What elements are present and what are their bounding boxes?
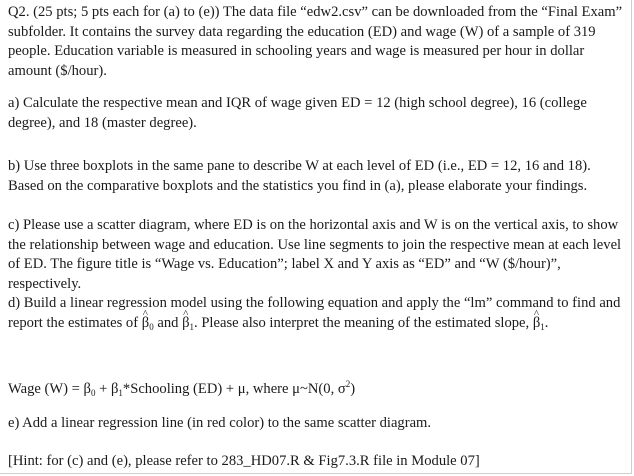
equation-lhs: Wage (W) = β bbox=[8, 381, 91, 397]
part-e: e) Add a linear regression line (in red color) to the same scatter diagram. bbox=[8, 415, 432, 431]
equation-rhs: *Schooling (ED) + μ, where μ~N(0, σ bbox=[122, 381, 346, 397]
question-header: Q2. (25 pts; 5 pts each for (a) to (e)) The data file “edw2.csv” can be downloaded from the “Final Exam” subfolder. It contains the survey data regarding the education (ED) and wage (W) of a sample of 319 people. Education variable is measured in schooling years and wage is measured per hour in dollar amount ($/hour). bbox=[8, 4, 623, 79]
part-c: c) Please use a scatter diagram, where ED is on the horizontal axis and W is on the vertical axis, to show the relationship between wage and education. Use line segments to join the respective mean at each level of ED. The figure title is “Wage vs. Education”; label X and Y axis as “ED” and “W ($/hour)”, respectively. bbox=[8, 217, 622, 292]
hint: [Hint: for (c) and (e), please refer to 283_HD07.R & Fig7.3.R file in Module 07] bbox=[8, 453, 480, 469]
part-d bbox=[8, 294, 623, 337]
beta-subscript: 0 bbox=[149, 321, 154, 332]
beta-symbol: β bbox=[182, 314, 190, 331]
beta-hat-1 bbox=[182, 314, 194, 338]
part-a: a) Calculate the respective mean and IQR of wage given ED = 12 (high school degree), 16 (college degree), and 18 (master degree). bbox=[8, 95, 587, 131]
equation-sub-0: 0 bbox=[90, 388, 96, 398]
part-d-end: . bbox=[544, 314, 549, 331]
beta-hat-1-slope bbox=[533, 314, 545, 338]
beta-symbol: β bbox=[532, 314, 541, 331]
beta-subscript: 1 bbox=[540, 321, 545, 332]
part-d-and: and bbox=[157, 314, 179, 331]
part-b: b) Use three boxplots in the same pane to describe W at each level of ED (i.e., ED = 12, 16 and 18). Based on the comparative boxplots and the statistics you find in (a), please elaborate your findings. bbox=[8, 158, 591, 194]
part-d-text-2: . Please also interpret the meaning of the estimated slope, bbox=[194, 314, 530, 331]
beta-subscript: 1 bbox=[189, 321, 195, 332]
equation-sub-1: 1 bbox=[118, 388, 123, 398]
equation-close: ) bbox=[350, 381, 356, 397]
regression-equation bbox=[8, 375, 623, 404]
beta-hat-0 bbox=[142, 314, 154, 338]
equation-plus: + β bbox=[95, 381, 119, 397]
equation-sup-2: 2 bbox=[345, 379, 351, 389]
beta-symbol: β bbox=[141, 314, 150, 331]
part-d-text-1: d) Build a linear regression model using the following equation and apply the “lm” command to find and report the estimates of bbox=[8, 295, 621, 331]
